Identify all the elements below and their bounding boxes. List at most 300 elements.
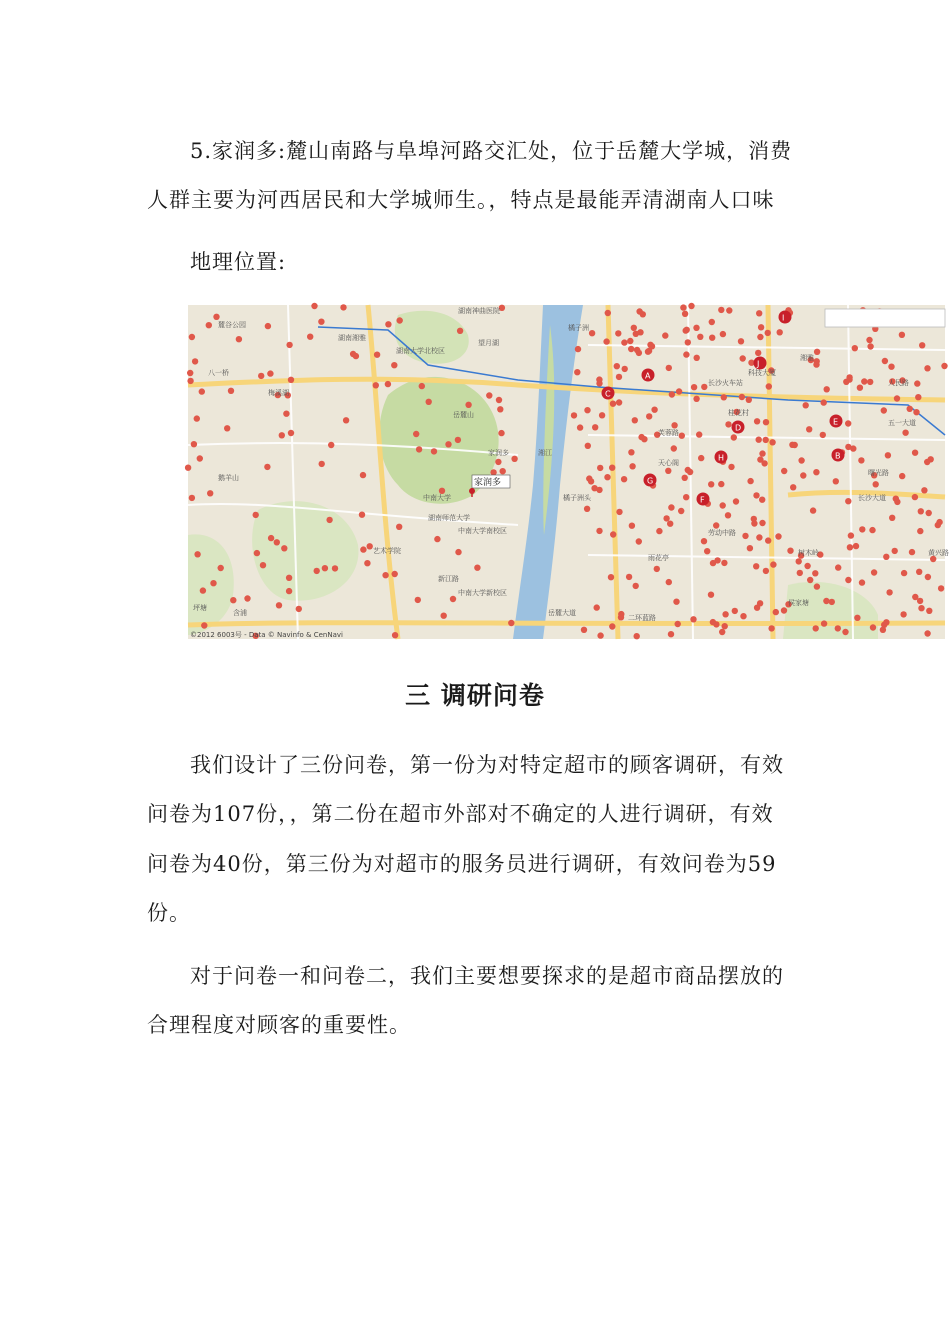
poi-marker (419, 383, 425, 389)
map-place-label: 湖南大学北校区 (396, 347, 445, 355)
map-place-label: 二环蓝路 (628, 614, 656, 622)
poi-marker (577, 424, 583, 430)
poi-marker (901, 570, 907, 576)
poi-marker (189, 495, 195, 501)
poi-marker (751, 520, 757, 526)
poi-marker (199, 388, 205, 394)
poi-marker (332, 565, 338, 571)
poi-marker (852, 345, 858, 351)
map-place-label: 中南大学 (423, 494, 451, 502)
poi-marker (666, 365, 672, 371)
poi-marker (679, 433, 685, 439)
map-place-label: 桂花村 (728, 409, 749, 417)
poi-marker (581, 627, 587, 633)
poi-marker (747, 478, 753, 484)
poi-marker (258, 373, 264, 379)
poi-marker (861, 378, 867, 384)
poi-marker (914, 380, 920, 386)
poi-marker (634, 347, 640, 353)
poi-marker (197, 455, 203, 461)
poi-marker (814, 349, 820, 355)
poi-marker (618, 611, 624, 617)
poi-marker (746, 397, 752, 403)
lettered-marker (779, 311, 792, 324)
lettered-marker-label: C (605, 389, 611, 399)
poi-marker (846, 376, 852, 382)
poi-marker (627, 338, 633, 344)
poi-marker (192, 358, 198, 364)
poi-marker (917, 528, 923, 534)
poi-marker (296, 606, 302, 612)
poi-marker (753, 563, 759, 569)
poi-marker (500, 468, 506, 474)
poi-marker (803, 402, 809, 408)
poi-marker (881, 622, 887, 628)
poi-marker (867, 379, 873, 385)
poi-marker (892, 548, 898, 554)
poi-marker (206, 322, 212, 328)
poi-marker (187, 370, 193, 376)
poi-marker (608, 574, 614, 580)
poi-marker (740, 613, 746, 619)
poi-marker (869, 527, 875, 533)
poi-marker (698, 455, 704, 461)
poi-marker (919, 342, 925, 348)
section3-p1-line2: 问卷为107份，，第二份在超市外部对不确定的人进行调研，有效 (147, 802, 774, 826)
poi-marker (318, 319, 324, 325)
poi-marker (392, 571, 398, 577)
map-place-label: 岳麓山 (453, 411, 474, 419)
poi-marker (926, 608, 932, 614)
poi-marker (288, 377, 294, 383)
poi-marker (769, 439, 775, 445)
poi-marker (753, 492, 759, 498)
poi-marker (589, 330, 595, 336)
poi-marker (374, 352, 380, 358)
map-place-label: 中南大学新校区 (458, 589, 507, 597)
poi-marker (609, 623, 615, 629)
poi-marker (253, 512, 259, 518)
map-place-label: 长沙火车站 (708, 379, 743, 387)
poi-marker (604, 474, 610, 480)
location-label: 地理位置: (190, 250, 287, 274)
poi-marker (322, 565, 328, 571)
lettered-marker-label: I (782, 313, 785, 323)
poi-marker (584, 506, 590, 512)
poi-marker (314, 568, 320, 574)
poi-marker (207, 490, 213, 496)
poi-marker (392, 632, 398, 638)
poi-marker (441, 613, 447, 619)
poi-marker (756, 534, 762, 540)
poi-marker (682, 475, 688, 481)
poi-marker (768, 625, 774, 631)
poi-marker (286, 575, 292, 581)
poi-marker (413, 431, 419, 437)
poi-marker (845, 420, 851, 426)
poi-marker (683, 351, 689, 357)
map-place-label: 岳麓大道 (548, 609, 576, 617)
lettered-marker-label: J (757, 359, 760, 369)
poi-marker (718, 307, 724, 313)
poi-marker (662, 332, 668, 338)
poi-marker (194, 415, 200, 421)
poi-marker (230, 597, 236, 603)
poi-marker (621, 339, 627, 345)
poi-marker (391, 362, 397, 368)
poi-marker (616, 509, 622, 515)
map-place-label: 芙蓉路 (658, 429, 679, 437)
poi-marker (228, 388, 234, 394)
poi-marker (651, 407, 657, 413)
poi-marker (415, 597, 421, 603)
poi-marker (924, 630, 930, 636)
poi-marker (775, 533, 781, 539)
map-copyright: ©2012 6003号 - Data © Navinfo & CenNavi (190, 631, 343, 639)
poi-marker (434, 536, 440, 542)
poi-marker (810, 507, 816, 513)
poi-marker (343, 417, 349, 423)
poi-marker (765, 330, 771, 336)
poi-marker (218, 565, 224, 571)
poi-marker (691, 384, 697, 390)
poi-marker (835, 625, 841, 631)
poi-marker (498, 430, 504, 436)
poi-marker (621, 476, 627, 482)
poi-marker (781, 607, 787, 613)
poi-marker (268, 535, 274, 541)
poi-marker (770, 561, 776, 567)
lettered-marker-label: F (700, 495, 705, 505)
poi-marker (871, 569, 877, 575)
poi-marker (283, 411, 289, 417)
poi-marker (845, 498, 851, 504)
poi-marker (628, 346, 634, 352)
poi-marker (858, 457, 864, 463)
poi-marker (286, 342, 292, 348)
poi-marker (676, 388, 682, 394)
poi-marker (797, 570, 803, 576)
poi-marker (926, 510, 932, 516)
poi-marker (857, 385, 863, 391)
poi-marker (913, 409, 919, 415)
poi-marker (713, 522, 719, 528)
poi-marker (882, 358, 888, 364)
map-place-label: 劳动中路 (708, 529, 736, 537)
poi-marker (678, 508, 684, 514)
poi-marker (708, 481, 714, 487)
poi-marker (654, 566, 660, 572)
poi-marker (690, 616, 696, 622)
section5-line1: 5.家润多:麓山南路与阜埠河路交汇处，位于岳麓大学城，消费 (190, 139, 793, 163)
poi-marker (918, 605, 924, 611)
poi-marker (574, 369, 580, 375)
poi-marker (790, 484, 796, 490)
poi-marker (224, 425, 230, 431)
poi-marker (688, 303, 694, 309)
poi-marker (455, 437, 461, 443)
poi-marker (870, 624, 876, 630)
poi-marker (845, 577, 851, 583)
poi-marker (704, 548, 710, 554)
poi-marker (350, 351, 356, 357)
poi-marker (683, 494, 689, 500)
poi-marker (667, 521, 673, 527)
lettered-marker-label: B (835, 451, 841, 461)
map-place-label: 湘江 (538, 449, 552, 457)
map-place-label: 黄兴路 (928, 549, 949, 557)
map-place-label: 新江路 (438, 575, 459, 583)
poi-marker (571, 412, 577, 418)
poi-marker (883, 554, 889, 560)
poi-marker (925, 574, 931, 580)
poi-marker (697, 334, 703, 340)
poi-marker (721, 560, 727, 566)
poi-marker (912, 450, 918, 456)
poi-marker (385, 321, 391, 327)
map-place-label: 湖南师范大学 (428, 514, 470, 522)
poi-marker (610, 401, 616, 407)
poi-marker (382, 572, 388, 578)
poi-marker (511, 456, 517, 462)
map-place-label: 橘子洲 (568, 324, 589, 332)
poi-marker (902, 430, 908, 436)
poi-marker (594, 604, 600, 610)
poi-marker (859, 579, 865, 585)
poi-marker (628, 449, 634, 455)
poi-marker (800, 472, 806, 478)
poi-marker (615, 330, 621, 336)
poi-marker (367, 543, 373, 549)
poi-marker (694, 355, 700, 361)
poi-marker (445, 441, 451, 447)
poi-marker (497, 406, 503, 412)
poi-marker (631, 325, 637, 331)
map-place-label: 麓谷公园 (218, 321, 246, 329)
poi-marker (288, 430, 294, 436)
poi-marker (396, 524, 402, 530)
map-place-label: 湘雅 (800, 354, 814, 362)
poi-marker (924, 365, 930, 371)
poi-marker (766, 383, 772, 389)
poi-marker (756, 310, 762, 316)
poi-marker (638, 434, 644, 440)
poi-marker (696, 431, 702, 437)
poi-marker (213, 314, 219, 320)
poi-marker (787, 548, 793, 554)
poi-marker (596, 487, 602, 493)
poi-marker (821, 620, 827, 626)
section3-heading: 三 调研问卷 (405, 681, 545, 710)
poi-marker (701, 538, 707, 544)
section3-p1-line4: 份。 (147, 901, 191, 925)
poi-marker (326, 517, 332, 523)
map-place-label: 橘子洲头 (563, 494, 591, 502)
poi-marker (622, 366, 628, 372)
store-marker-label: 家润多 (474, 478, 502, 488)
poi-marker (397, 317, 403, 323)
poi-marker (680, 304, 686, 310)
poi-marker (759, 520, 765, 526)
map-place-label: 侯家塘 (788, 599, 809, 607)
poi-marker (813, 361, 819, 367)
poi-marker (496, 397, 502, 403)
poi-marker (490, 469, 496, 475)
poi-marker (709, 335, 715, 341)
poi-marker (719, 629, 725, 635)
poi-marker (626, 574, 632, 580)
poi-marker (629, 463, 635, 469)
poi-marker (701, 384, 707, 390)
poi-marker (585, 443, 591, 449)
poi-marker (636, 308, 642, 314)
poi-marker (725, 512, 731, 518)
poi-marker (813, 625, 819, 631)
poi-marker (340, 304, 346, 310)
poi-marker (759, 450, 765, 456)
poi-marker (885, 452, 891, 458)
poi-marker (274, 539, 280, 545)
poi-marker (759, 497, 765, 503)
poi-marker (281, 545, 287, 551)
poi-marker (286, 588, 292, 594)
poi-marker (823, 598, 829, 604)
poi-marker (360, 472, 366, 478)
poi-marker (584, 407, 590, 413)
poi-marker (747, 545, 753, 551)
poi-marker (773, 609, 779, 615)
poi-marker (656, 528, 662, 534)
poi-marker (668, 504, 674, 510)
poi-marker (708, 592, 714, 598)
poi-marker (796, 558, 802, 564)
poi-marker (685, 339, 691, 345)
poi-marker (824, 386, 830, 392)
poi-marker (740, 355, 746, 361)
poi-marker (806, 426, 812, 432)
poi-marker (757, 600, 763, 606)
section3-p2-line1: 对于问卷一和问卷二，我们主要想要探求的是超市商品摆放的 (190, 964, 784, 988)
lettered-marker-label: H (718, 453, 725, 463)
poi-marker (431, 448, 437, 454)
poi-marker (928, 456, 934, 462)
poi-marker (881, 407, 887, 413)
poi-marker (636, 538, 642, 544)
poi-marker (187, 378, 193, 384)
poi-marker (191, 441, 197, 447)
poi-marker (311, 303, 317, 309)
poi-marker (465, 402, 471, 408)
map-place-label: 湖南神曲医院 (458, 307, 500, 315)
poi-marker (373, 382, 379, 388)
poi-marker (721, 394, 727, 400)
lettered-marker (754, 357, 767, 370)
poi-marker (739, 394, 745, 400)
poi-marker (918, 508, 924, 514)
lettered-marker-label: D (735, 423, 742, 433)
map-place-label: 家润多 (488, 449, 509, 457)
poi-marker (907, 406, 913, 412)
poi-marker (474, 565, 480, 571)
poi-marker (495, 459, 501, 465)
poi-marker (671, 445, 677, 451)
poi-marker (599, 412, 605, 418)
poi-marker (200, 587, 206, 593)
poi-marker (682, 311, 688, 317)
poi-marker (665, 468, 671, 474)
section3-p1-line3: 问卷为40份，第三份为对超市的服务员进行调研，有效问卷为59 (147, 852, 777, 876)
poi-marker (610, 531, 616, 537)
poi-marker (254, 550, 260, 556)
map-place-label: 曙光路 (868, 469, 889, 477)
poi-marker (894, 499, 900, 505)
poi-marker (592, 424, 598, 430)
poi-marker (889, 515, 895, 521)
poi-marker (718, 481, 724, 487)
poi-marker (814, 583, 820, 589)
poi-marker (732, 608, 738, 614)
poi-marker (637, 329, 643, 335)
poi-marker (894, 395, 900, 401)
poi-marker (265, 323, 271, 329)
poi-marker (614, 363, 620, 369)
poi-marker (450, 596, 456, 602)
map-place-label: 天心阁 (658, 459, 679, 467)
poi-marker (709, 319, 715, 325)
poi-marker (763, 568, 769, 574)
poi-marker (693, 325, 699, 331)
poi-marker (754, 418, 760, 424)
poi-marker (733, 498, 739, 504)
poi-marker (457, 328, 463, 334)
poi-marker (663, 515, 669, 521)
poi-marker (761, 460, 767, 466)
map-place-label: 艺术学院 (373, 547, 401, 555)
poi-marker (673, 599, 679, 605)
poi-marker (629, 523, 635, 529)
poi-marker (605, 310, 611, 316)
poi-marker (845, 444, 851, 450)
poi-marker (848, 532, 854, 538)
poi-marker (900, 611, 906, 617)
map-place-label: 树木岭 (798, 549, 819, 557)
poi-marker (781, 468, 787, 474)
poi-marker (586, 475, 592, 481)
poi-marker (820, 432, 826, 438)
poi-marker (416, 446, 422, 452)
poi-marker (777, 329, 783, 335)
poi-marker (756, 437, 762, 443)
poi-marker (742, 533, 748, 539)
poi-marker (633, 583, 639, 589)
lettered-marker-label: G (647, 476, 654, 486)
poi-marker (307, 334, 313, 340)
poi-marker (693, 396, 699, 402)
poi-marker (867, 343, 873, 349)
poi-marker (671, 422, 677, 428)
poi-marker (645, 349, 651, 355)
poi-marker (909, 549, 915, 555)
lettered-marker-label: A (645, 371, 651, 381)
map-place-label: 望月湖 (478, 339, 499, 347)
poi-marker (244, 595, 250, 601)
location-map-image (188, 305, 949, 639)
poi-marker (666, 579, 672, 585)
poi-marker (866, 337, 872, 343)
poi-marker (634, 633, 640, 639)
section3-p2-line2: 合理程度对顾客的重要性。 (147, 1013, 411, 1037)
poi-marker (364, 560, 370, 566)
